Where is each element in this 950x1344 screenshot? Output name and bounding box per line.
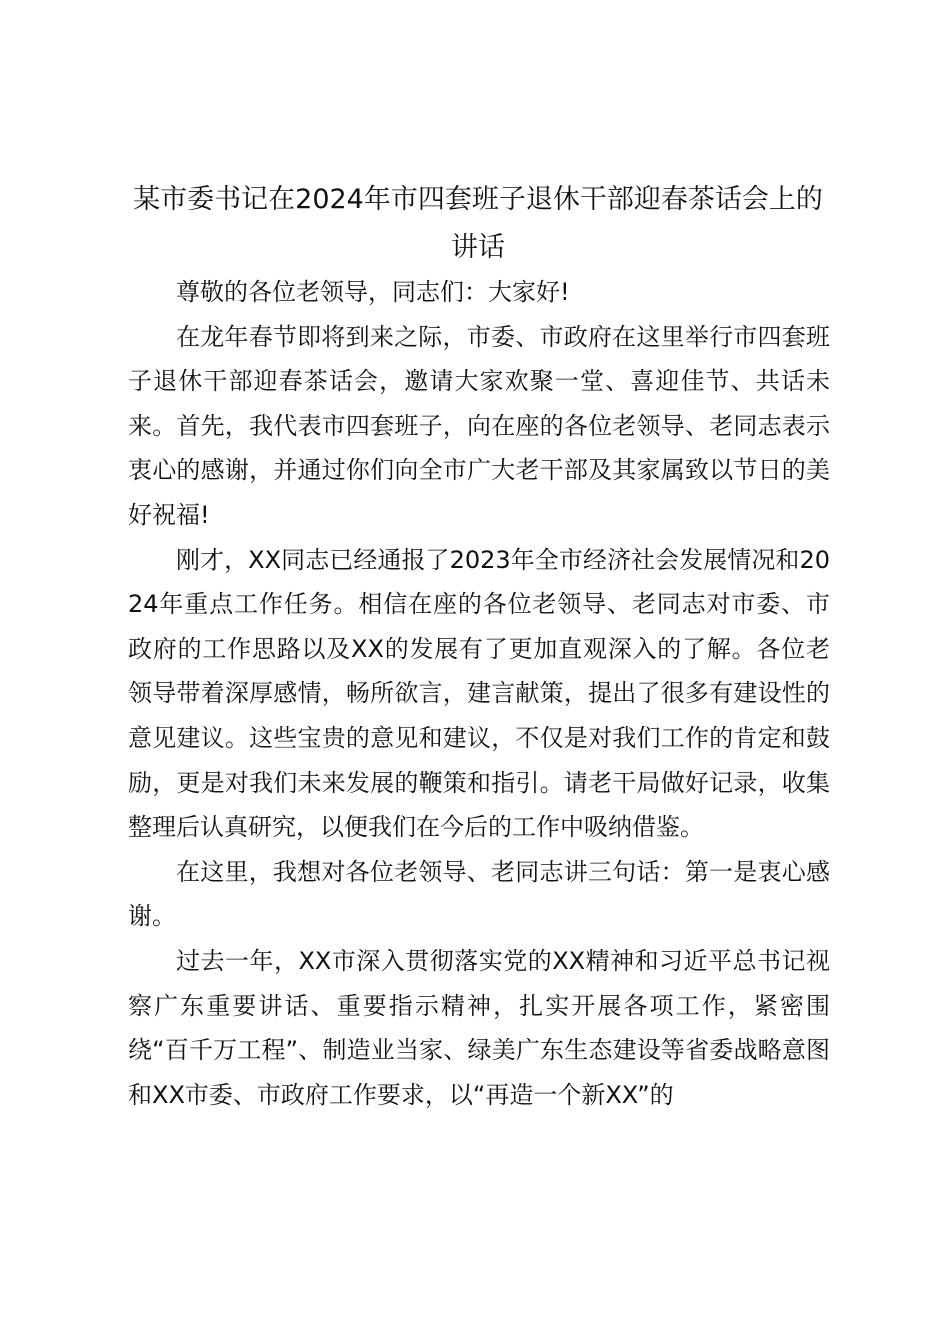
document-body [128,270,830,1117]
paragraph-three-points: 在这里，我想对各位老领导、老同志讲三句话：第一是衷心感谢。 [128,857,830,931]
paragraph-greeting: 尊敬的各位老领导，同志们：大家好! [176,278,570,306]
document-title: 某市委书记在2024年市四套班子退休干部迎春茶话会上的讲话 [133,184,823,263]
paragraph-report: 刚才，XX同志已经通报了2023年全市经济社会发展情况和2024年重点工作任务。相信在座的各位老领导、老同志对市委、市政府的工作思路以及XX的发展有了更加直观深入的了解。各位老领导带着深厚感情，畅所欲言，建言献策，提出了很多有建设性的意见建议。这些宝贵的意见和建议，不仅是对我们工作的肯定和鼓励，更是对我们未来发展的鞭策和指引。请老干局做好记录，收集整理后认真研究，以便我们在今后的工作中吸纳借鉴。 [128,545,830,842]
paragraph-past-year: 过去一年，XX市深入贯彻落实党的XX精神和习近平总书记视察广东重要讲话、重要指示精神，扎实开展各项工作，紧密围绕“百千万工程”、制造业当家、绿美广东生态建设等省委战略意图和XX市委、市政府工作要求，以“再造一个新XX”的 [128,946,830,1109]
paragraph-opening: 在龙年春节即将到来之际，市委、市政府在这里举行市四套班子退休干部迎春茶话会，邀请大家欢聚一堂、喜迎佳节、共话未来。首先，我代表市四套班子，向在座的各位老领导、老同志表示衷心的感谢，并通过你们向全市广大老干部及其家属致以节日的美好祝福! [128,322,830,529]
